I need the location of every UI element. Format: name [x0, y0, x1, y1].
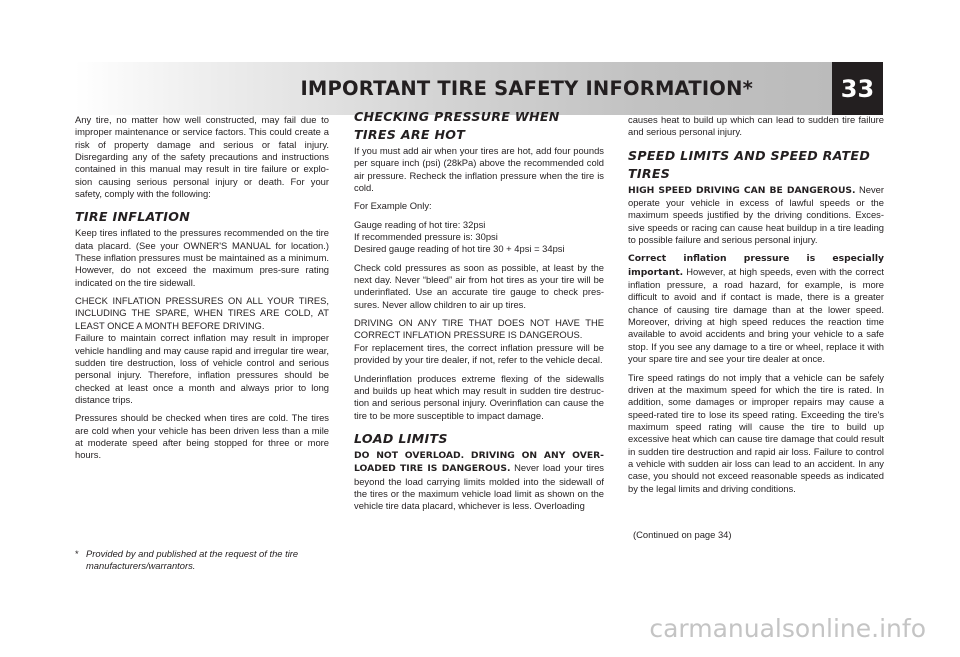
page-title: IMPORTANT TIRE SAFETY INFORMATION* — [300, 77, 753, 100]
correct-lead: Correct inflation pressure is especially important. — [628, 253, 884, 278]
page-number: 33 — [832, 62, 883, 115]
hot-tires-heading: CHECKING PRESSURE WHEN TIRES ARE HOT — [354, 109, 560, 142]
example-line-3: Desired gauge reading of hot tire 30 + 4psi = 34psi — [354, 243, 565, 255]
intro-paragraph: Any tire, no matter how well constructed, may fail due to improper maintenance or service factors. This could create a risk of property damage and serious or fatal injury. Disregarding any of the safety precautions and instructions contained in this manual may result in tire failure or explo-sion causing serious personal injury or death. For your safety, comply with the following: — [75, 114, 329, 200]
load-text: Never load your tires beyond the load carrying limits molded into the sidewall of the tires or the maximum vehicle load limit as shown on the vehicle tire data placard, whichever is less. Overloading — [354, 462, 604, 512]
load-limits-paragraph — [354, 449, 604, 513]
example-label: For Example Only: — [354, 200, 432, 212]
speed-text: Never operate your vehicle in excess of lawful speeds or the maximum speeds justified by the driving conditions. Exces-sive speeds or racing can cause heat buildup in a tire leading to possible failure and serious personal injury. — [628, 183, 884, 246]
example-line-1: Gauge reading of hot tire: 32psi — [354, 218, 486, 230]
load-limits-heading: LOAD LIMITS — [354, 430, 448, 446]
continued-note: (Continued on page 34) — [633, 529, 732, 540]
tire-inflation-heading: TIRE INFLATION — [75, 209, 191, 225]
cold-check-paragraph: Check cold pressures as soon as possible, at least by the next day. Never “bleed” air from hot tires as your tire will be underinflated. Use an accurate tire gauge to check pres-sures. Never allow children to air up tires. — [354, 261, 604, 310]
footnote-marker: * — [75, 548, 79, 559]
column-3 — [628, 114, 884, 501]
footnote — [75, 548, 331, 573]
speed-limits-heading: SPEED LIMITS AND SPEED RATED TIRES — [628, 147, 871, 181]
speed-paragraph — [628, 184, 884, 247]
example-line-2: If recommended pressure is: 30psi — [354, 231, 498, 243]
footnote-text: Provided by and published at the request of the tire manufacturers/warrantors. — [86, 548, 299, 572]
tire-inflation-paragraph: Keep tires inflated to the pressures recommended on the tire data placard. (See your OWNER'S MANUAL for location.) These inflation pressures must be maintained as a minimum. However, do not exceed the maximum pres-sure rating indicated on the tire sidewall. — [75, 227, 329, 288]
hot-tires-paragraph: If you must add air when your tires are hot, add four pounds per square inch (psi) (28kPa) above the recommended cold air pressure. Recheck the inflation pressure when the tire is cold. — [354, 145, 604, 194]
watermark: carmanualsonline.info — [649, 614, 926, 643]
replacement-paragraph: For replacement tires, the correct inflation pressure will be provided by your tire dealer, if not, refer to the vehicle decal. — [354, 341, 604, 366]
dangerous-warning-caps: DRIVING ON ANY TIRE THAT DOES NOT HAVE THE CORRECT INFLATION PRESSURE IS DANGEROUS. — [354, 317, 604, 341]
cold-tires-paragraph: Pressures should be checked when tires are cold. The tires are cold when your vehicle has been driven less than a mile at moderate speed after being stopped for three or more hours. — [75, 412, 329, 461]
underinflation-paragraph: Underinflation produces extreme flexing of the sidewalls and builds up heat which may result in sudden tire destruc-tion and serious personal injury. Overinflation can cause the tire to be more susceptible to impact damage. — [354, 372, 604, 421]
speed-ratings-paragraph: Tire speed ratings do not imply that a vehicle can be safely driven at the maximum speed for which the tire is rated. In addition, some damages or improper repairs may cause a speed-rated tire to lose its speed rating. Exceeding the tire's maximum speed rating will cause the tire to build up excessive heat which can cause tire damage that could result in sudden tire destruction and rapid air loss. Failure to control a vehicle with sudden air loss can lead to an accident. In any case, you should not exceed reasonable speeds as indicated by the legal limits and driving conditions. — [628, 371, 884, 494]
column-1 — [75, 114, 329, 468]
speed-lead: HIGH SPEED DRIVING CAN BE DANGEROUS. — [628, 184, 856, 196]
check-pressures-caps: CHECK INFLATION PRESSURES ON ALL YOUR TIRES, INCLUDING THE SPARE, WHEN TIRES ARE COLD, AT LEAST ONCE A MONTH BEFORE DRIVING. — [75, 295, 329, 331]
load-lead: DO NOT OVERLOAD. DRIVING ON ANY OVER-LOADED TIRE IS DANGEROUS. — [354, 449, 604, 475]
failure-paragraph: Failure to maintain correct inflation may result in improper vehicle handling and may cause rapid and irregular tire wear, sudden tire destruction, loss of vehicle control and serious personal injury. Therefore, inflation pressures should be checked at least once a month and always prior to long distance trips. — [75, 332, 329, 405]
load-continued-paragraph: causes heat to build up which can lead to sudden tire failure and serious personal injury. — [628, 114, 884, 138]
column-2 — [354, 108, 604, 519]
correct-text: However, at high speeds, even with the correct inflation pressure, a road hazard, for example, is more difficult to avoid and if contact is made, there is a greater chance of causing tire damage than at the lower speed. Moreover, driving at high speed reduces the reaction time available to avoid accidents and bring your vehicle to a safe stop. If you see any damage to a tire or wheel, replace it with your spare tire and see your tire dealer at once. — [628, 265, 885, 365]
correct-inflation-paragraph — [628, 252, 884, 365]
